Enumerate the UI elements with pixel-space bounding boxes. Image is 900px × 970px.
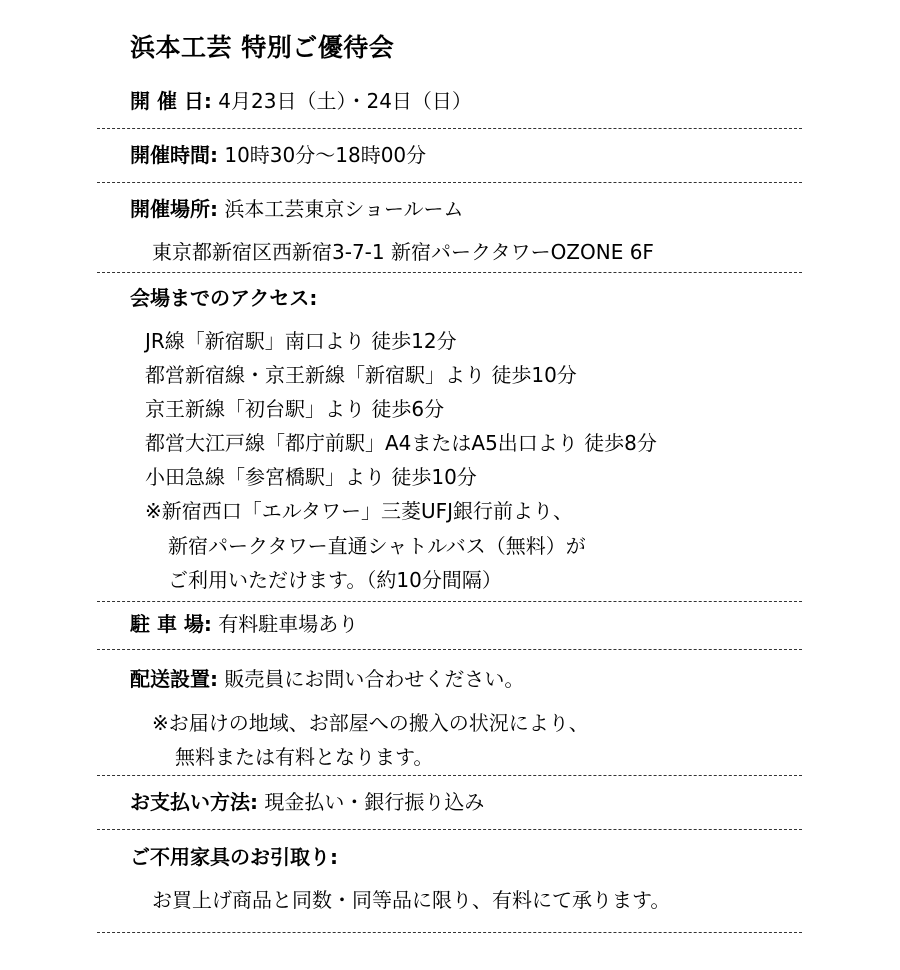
place-label: 開催場所: (130, 197, 218, 221)
divider (97, 932, 802, 933)
payment-row (130, 788, 484, 816)
access-item: 都営大江戸線「都庁前駅」A4またはA5出口より 徒歩8分 (145, 431, 657, 455)
access-item: 京王新線「初台駅」より 徒歩6分 (145, 397, 445, 421)
parking-value: 有料駐車場あり (218, 612, 359, 636)
payment-value: 現金払い・銀行振り込み (264, 790, 485, 814)
place-value: 浜本工芸東京ショールーム (224, 197, 464, 221)
pickup-label: ご不用家具のお引取り: (130, 845, 338, 869)
divider (97, 182, 802, 183)
delivery-row (130, 665, 524, 693)
divider (97, 601, 802, 602)
access-note: 新宿パークタワー直通シャトルバス（無料）が (168, 534, 586, 558)
divider (97, 775, 802, 776)
date-label: 開 催 日: (130, 89, 212, 113)
time-label: 開催時間: (130, 143, 218, 167)
access-item: 都営新宿線・京王新線「新宿駅」より 徒歩10分 (145, 363, 577, 387)
date-value: 4月23日（土）・24日（日） (218, 89, 472, 113)
access-label: 会場までのアクセス: (130, 286, 318, 310)
payment-label: お支払い方法: (130, 790, 258, 814)
access-row (130, 284, 317, 312)
place-address: 東京都新宿区西新宿3-7-1 新宿パークタワーOZONE 6F (152, 240, 654, 264)
divider (97, 128, 802, 129)
access-note: ※新宿西口「エルタワー」三菱UFJ銀行前より、 (145, 499, 573, 523)
delivery-note: 無料または有料となります。 (175, 745, 434, 769)
delivery-note: ※お届けの地域、お部屋への搬入の状況により、 (152, 711, 589, 735)
delivery-value: 販売員にお問い合わせください。 (224, 667, 525, 691)
page-title: 浜本工芸 特別ご優待会 (130, 33, 395, 62)
parking-row (130, 610, 358, 638)
divider (97, 272, 802, 273)
access-note: ご利用いただけます。（約10分間隔） (168, 568, 502, 592)
parking-label: 駐 車 場: (130, 612, 212, 636)
access-item: 小田急線「参宮橋駅」より 徒歩10分 (145, 465, 477, 489)
divider (97, 649, 802, 650)
access-item: JR線「新宿駅」南口より 徒歩12分 (145, 329, 457, 353)
time-row (130, 141, 426, 169)
delivery-label: 配送設置: (130, 667, 218, 691)
pickup-value: お買上げ商品と同数・同等品に限り、有料にて承ります。 (152, 888, 671, 912)
time-value: 10時30分～18時00分 (224, 143, 427, 167)
pickup-row (130, 843, 338, 871)
date-row (130, 87, 472, 115)
divider (97, 829, 802, 830)
place-row (130, 195, 464, 223)
